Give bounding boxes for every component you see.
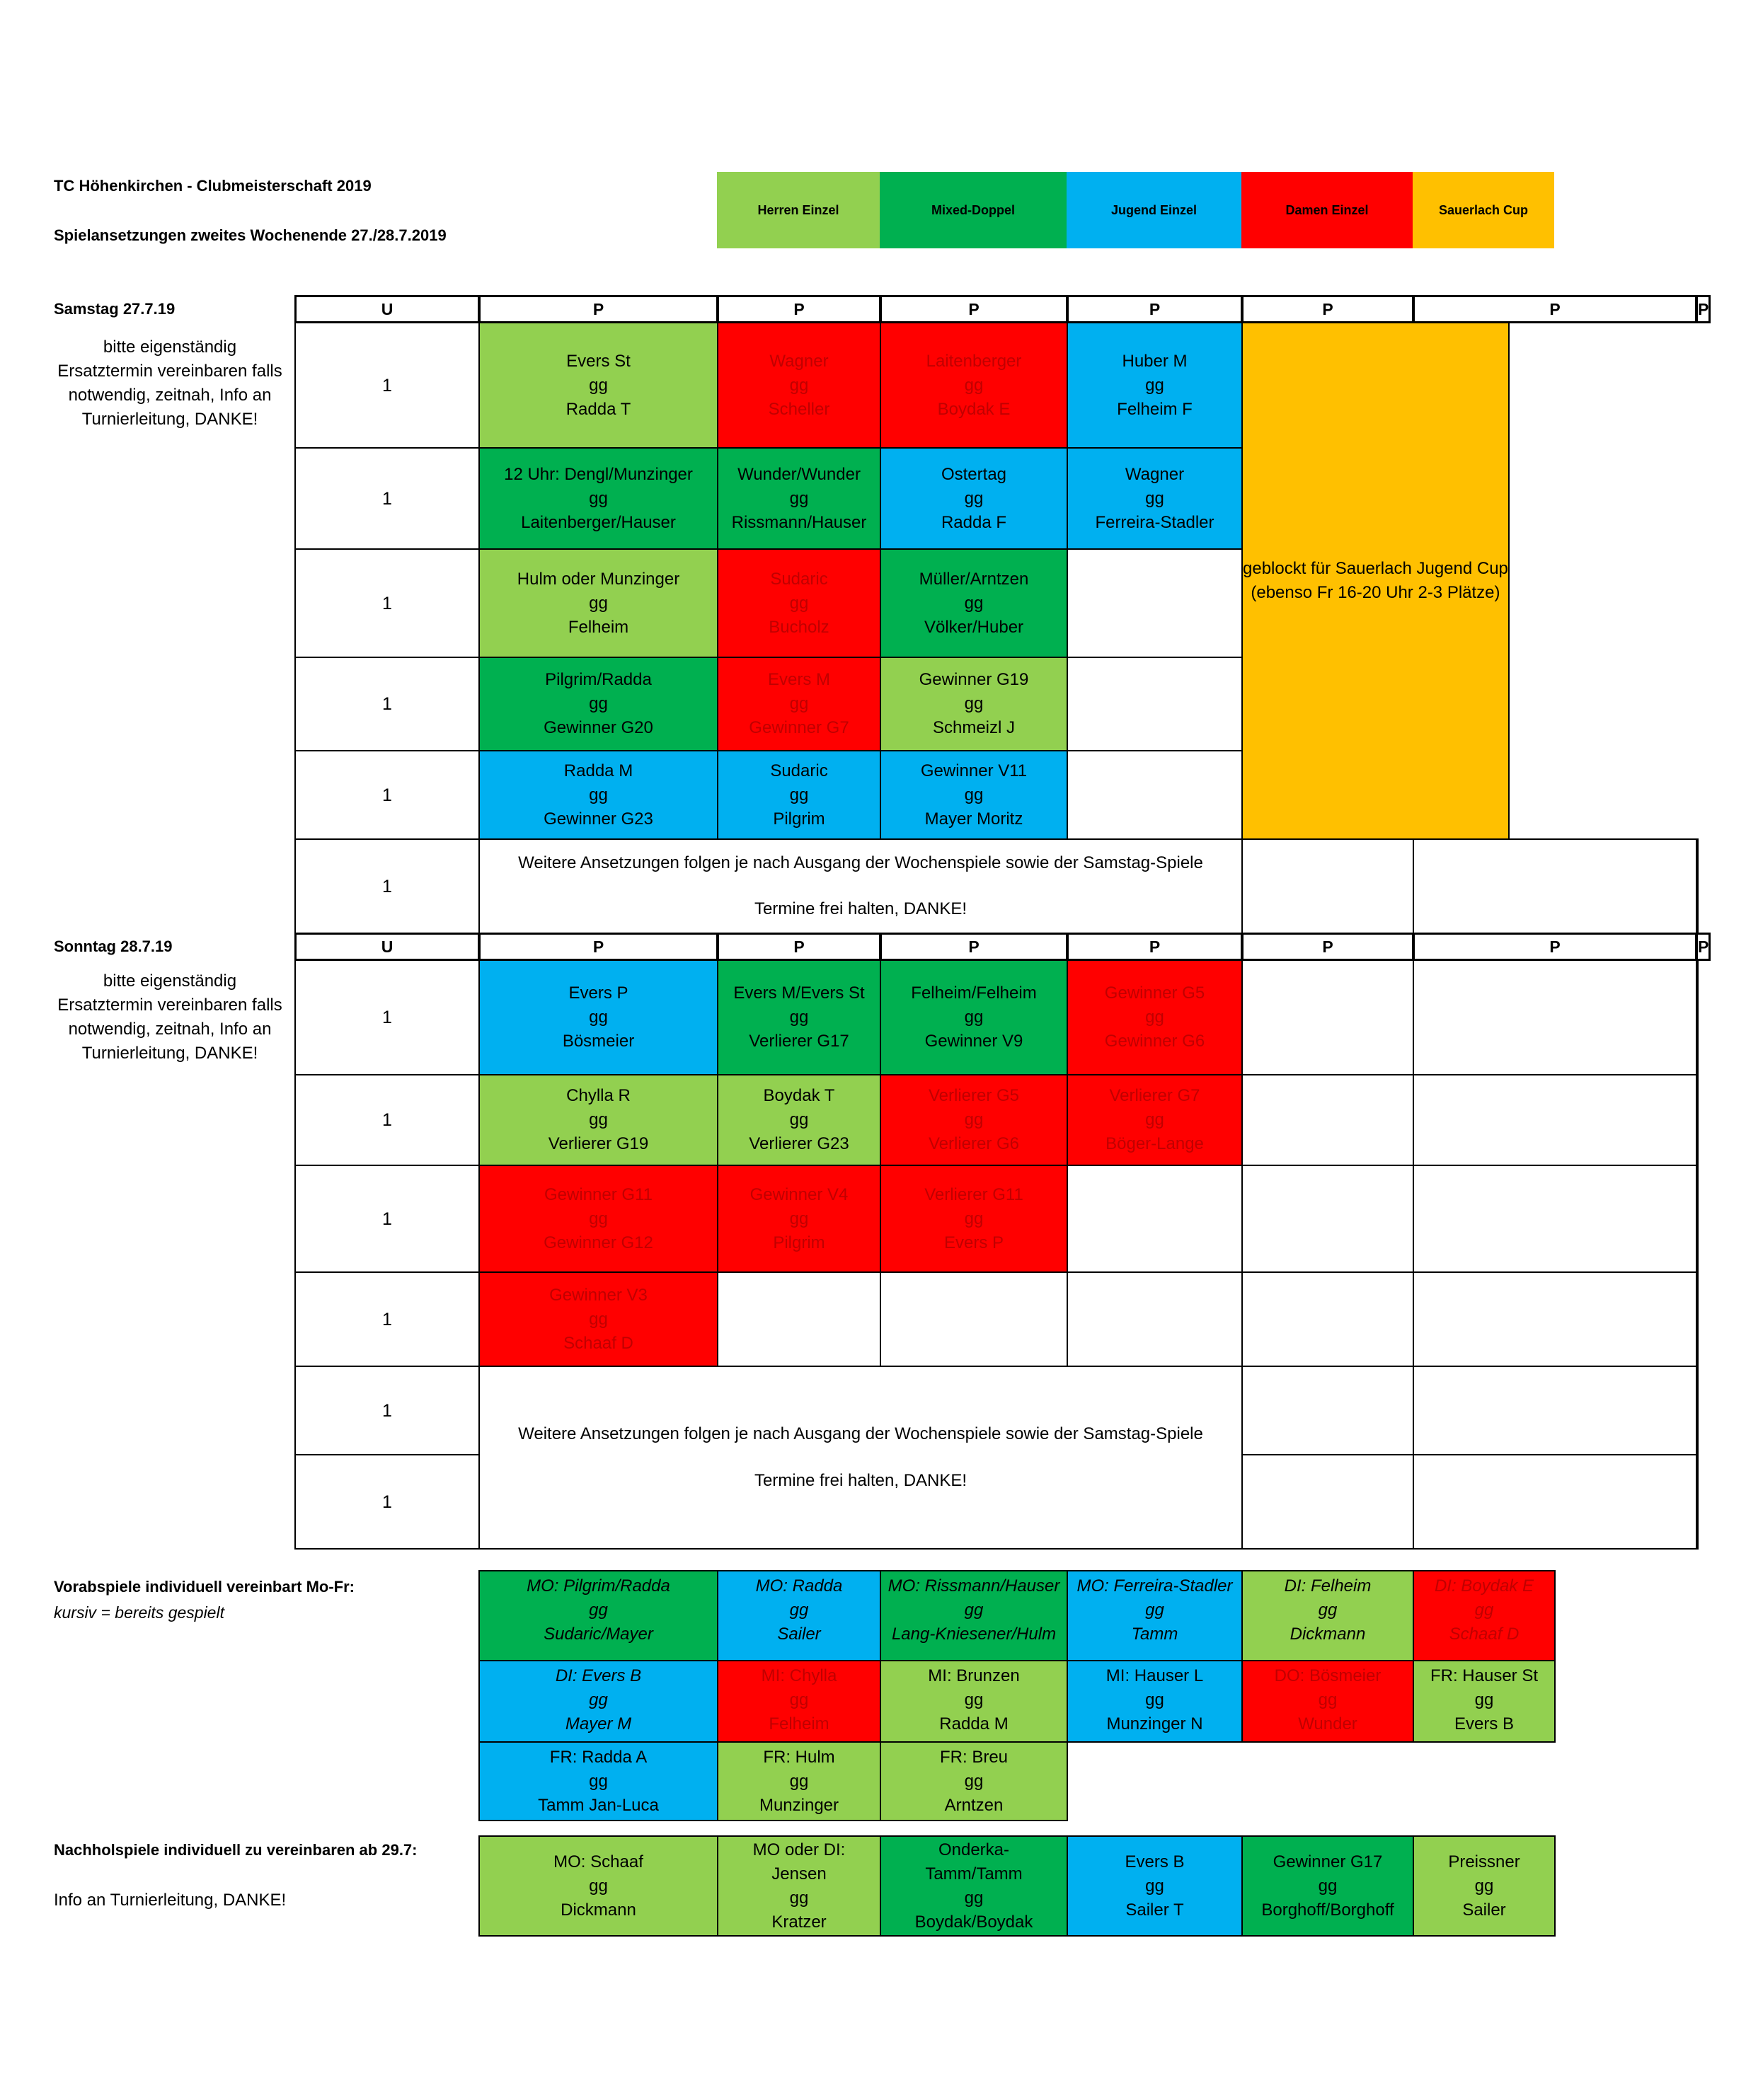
saturday-label: Samstag 27.7.19 xyxy=(54,300,176,318)
nachhol-match-3: Evers B gg Sailer T xyxy=(1067,1835,1243,1937)
sunday-header-platz-2: P xyxy=(717,933,881,961)
sunday-empty-r1-p7 xyxy=(1696,1074,1699,1166)
vorab-match-r1-c0: DI: Evers B gg Mayer M xyxy=(478,1660,718,1743)
saturday-blocked-sauerlach: geblockt für Sauerlach Jugend Cup (ebenso Fr 16-20 Uhr 2-3 Plätze) xyxy=(1241,322,1510,840)
legend-jugend-einzel: Jugend Einzel xyxy=(1067,172,1241,248)
saturday-header-platz-6: P xyxy=(1413,295,1697,323)
sunday-empty-r3-p4 xyxy=(1067,1271,1243,1367)
sunday-header-platz-3: P xyxy=(880,933,1068,961)
legend-sauerlach-cup: Sauerlach Cup xyxy=(1413,172,1554,248)
vorab-match-r0-c0: MO: Pilgrim/Radda gg Sudaric/Mayer xyxy=(478,1570,718,1661)
nachhol-match-4: Gewinner G17 gg Borghoff/Borghoff xyxy=(1241,1835,1414,1937)
sunday-empty-r2-p7 xyxy=(1696,1165,1699,1273)
page-subtitle: Spielansetzungen zweites Wochenende 27./28.7.2019 xyxy=(54,226,447,244)
legend-herren-einzel: Herren Einzel xyxy=(717,172,880,248)
sunday-time-4: 1 xyxy=(294,1366,480,1455)
saturday-time-3: 1 xyxy=(294,657,480,751)
legend-damen-einzel: Damen Einzel xyxy=(1241,172,1413,248)
saturday-note: Weitere Ansetzungen folgen je nach Ausgang der Wochenspiele sowie der Samstag-Spiele Termine frei halten, DANKE! xyxy=(478,838,1243,934)
sunday-empty-r3-p7 xyxy=(1696,1271,1699,1367)
page-title: TC Höhenkirchen - Clubmeisterschaft 2019 xyxy=(54,177,372,195)
sunday-empty-r5-p6 xyxy=(1413,1454,1697,1550)
nachhol-title: Nachholspiele individuell zu vereinbaren ab 29.7: xyxy=(54,1841,418,1859)
sunday-empty-r5-p5 xyxy=(1241,1454,1414,1550)
saturday-match-r0-p1: Evers St gg Radda T xyxy=(478,322,718,449)
sunday-side-note: bitte eigenständig Ersatztermin vereinbaren falls notwendig, zeitnah, Info an Turnierleitung, DANKE! xyxy=(57,971,282,1063)
vorab-match-r0-c3: MO: Ferreira-Stadler gg Tamm xyxy=(1067,1570,1243,1661)
saturday-match-r3-p1: Pilgrim/Radda gg Gewinner G20 xyxy=(478,657,718,751)
sunday-match-r1-p4: Verlierer G7 gg Böger-Lange xyxy=(1067,1074,1243,1166)
saturday-header-platz-1: P xyxy=(478,295,718,323)
saturday-empty-r5-p6 xyxy=(1413,838,1697,934)
sunday-empty-r2-p5 xyxy=(1241,1165,1414,1273)
sunday-empty-r3-p2 xyxy=(717,1271,881,1367)
vorab-match-r2-c1: FR: Hulm gg Munzinger xyxy=(717,1741,881,1821)
saturday-empty-r5-p5 xyxy=(1241,838,1414,934)
sunday-header-platz-1: P xyxy=(478,933,718,961)
sunday-empty-r3-p3 xyxy=(880,1271,1068,1367)
saturday-match-r0-p2: Wagner gg Scheller xyxy=(717,322,881,449)
sunday-time-3: 1 xyxy=(294,1271,480,1367)
sunday-time-0: 1 xyxy=(294,959,480,1075)
sunday-label: Sonntag 28.7.19 xyxy=(54,937,173,955)
vorab-subtitle: kursiv = bereits gespielt xyxy=(54,1603,224,1622)
sunday-header-uhrzeit: U xyxy=(294,933,480,961)
sunday-header-platz-4: P xyxy=(1067,933,1243,961)
sunday-match-r1-p2: Boydak T gg Verlierer G23 xyxy=(717,1074,881,1166)
nachhol-match-5: Preissner gg Sailer xyxy=(1413,1835,1556,1937)
vorab-match-r1-c1: MI: Chylla gg Felheim xyxy=(717,1660,881,1743)
saturday-match-r2-p1: Hulm oder Munzinger gg Felheim xyxy=(478,548,718,658)
saturday-time-1: 1 xyxy=(294,447,480,550)
sunday-time-5: 1 xyxy=(294,1454,480,1550)
saturday-match-r0-p4: Huber M gg Felheim F xyxy=(1067,322,1243,449)
saturday-time-0: 1 xyxy=(294,322,480,449)
sunday-header-platz-7: P xyxy=(1696,933,1711,961)
saturday-match-r0-p3: Laitenberger gg Boydak E xyxy=(880,322,1068,449)
sunday-empty-r1-p5 xyxy=(1241,1074,1414,1166)
vorab-title: Vorabspiele individuell vereinbart Mo-Fr: xyxy=(54,1578,355,1596)
saturday-time-5: 1 xyxy=(294,838,480,934)
sunday-empty-r4-p7 xyxy=(1696,1366,1699,1455)
saturday-side-note: bitte eigenständig Ersatztermin vereinbaren falls notwendig, zeitnah, Info an Turnierleitung, DANKE! xyxy=(57,338,282,429)
saturday-match-r1-p2: Wunder/Wunder gg Rissmann/Hauser xyxy=(717,447,881,550)
saturday-match-r1-p4: Wagner gg Ferreira-Stadler xyxy=(1067,447,1243,550)
saturday-empty-r4-p4 xyxy=(1067,750,1243,840)
saturday-match-r4-p1: Radda M gg Gewinner G23 xyxy=(478,750,718,840)
saturday-empty-r5-p7 xyxy=(1696,838,1699,934)
saturday-match-r1-p3: Ostertag gg Radda F xyxy=(880,447,1068,550)
sunday-time-2: 1 xyxy=(294,1165,480,1273)
saturday-time-4: 1 xyxy=(294,750,480,840)
vorab-match-r1-c4: DO: Bösmeier gg Wunder xyxy=(1241,1660,1414,1743)
sunday-empty-r3-p6 xyxy=(1413,1271,1697,1367)
sunday-empty-r0-p7 xyxy=(1696,959,1699,1075)
vorab-match-r0-c2: MO: Rissmann/Hauser gg Lang-Kniesener/Hulm xyxy=(880,1570,1068,1661)
sunday-match-r0-p3: Felheim/Felheim gg Gewinner V9 xyxy=(880,959,1068,1075)
saturday-match-r3-p3: Gewinner G19 gg Schmeizl J xyxy=(880,657,1068,751)
sunday-header-platz-6: P xyxy=(1413,933,1697,961)
sunday-match-r0-p4: Gewinner G5 gg Gewinner G6 xyxy=(1067,959,1243,1075)
saturday-match-r4-p3: Gewinner V11 gg Mayer Moritz xyxy=(880,750,1068,840)
legend-mixed-doppel: Mixed-Doppel xyxy=(880,172,1067,248)
vorab-match-r2-c2: FR: Breu gg Arntzen xyxy=(880,1741,1068,1821)
sunday-match-r2-p3: Verlierer G11 gg Evers P xyxy=(880,1165,1068,1273)
saturday-header-uhrzeit: U xyxy=(294,295,480,323)
sunday-empty-r5-p7 xyxy=(1696,1454,1699,1550)
saturday-match-r2-p3: Müller/Arntzen gg Völker/Huber xyxy=(880,548,1068,658)
sunday-empty-r4-p6 xyxy=(1413,1366,1697,1455)
saturday-header-platz-2: P xyxy=(717,295,881,323)
saturday-header-platz-5: P xyxy=(1241,295,1414,323)
vorab-match-r0-c1: MO: Radda gg Sailer xyxy=(717,1570,881,1661)
vorab-match-r0-c5: DI: Boydak E gg Schaaf D xyxy=(1413,1570,1556,1661)
sunday-match-r1-p3: Verlierer G5 gg Verlierer G6 xyxy=(880,1074,1068,1166)
sunday-empty-r4-p5 xyxy=(1241,1366,1414,1455)
vorab-match-r1-c3: MI: Hauser L gg Munzinger N xyxy=(1067,1660,1243,1743)
sunday-header-platz-5: P xyxy=(1241,933,1414,961)
nachhol-match-2: Onderka- Tamm/Tamm gg Boydak/Boydak xyxy=(880,1835,1068,1937)
saturday-match-r3-p2: Evers M gg Gewinner G7 xyxy=(717,657,881,751)
sunday-match-r1-p1: Chylla R gg Verlierer G19 xyxy=(478,1074,718,1166)
sunday-match-r2-p2: Gewinner V4 gg Pilgrim xyxy=(717,1165,881,1273)
nachhol-match-0: MO: Schaaf gg Dickmann xyxy=(478,1835,718,1937)
sunday-note: Weitere Ansetzungen folgen je nach Ausgang der Wochenspiele sowie der Samstag-Spiele Termine frei halten, DANKE! xyxy=(478,1366,1243,1550)
saturday-match-r1-p1: 12 Uhr: Dengl/Munzinger gg Laitenberger/Hauser xyxy=(478,447,718,550)
vorab-match-r2-c0: FR: Radda A gg Tamm Jan-Luca xyxy=(478,1741,718,1821)
vorab-match-r1-c2: MI: Brunzen gg Radda M xyxy=(880,1660,1068,1743)
sunday-empty-r1-p6 xyxy=(1413,1074,1697,1166)
sunday-empty-r0-p5 xyxy=(1241,959,1414,1075)
sunday-empty-r2-p6 xyxy=(1413,1165,1697,1273)
sunday-empty-r2-p4 xyxy=(1067,1165,1243,1273)
saturday-match-r2-p2: Sudaric gg Bucholz xyxy=(717,548,881,658)
saturday-header-platz-7: P xyxy=(1696,295,1711,323)
sunday-match-r0-p2: Evers M/Evers St gg Verlierer G17 xyxy=(717,959,881,1075)
nachhol-subtitle: Info an Turnierleitung, DANKE! xyxy=(54,1891,287,1910)
saturday-header-platz-3: P xyxy=(880,295,1068,323)
saturday-empty-r3-p4 xyxy=(1067,657,1243,751)
saturday-match-r4-p2: Sudaric gg Pilgrim xyxy=(717,750,881,840)
saturday-empty-r2-p4 xyxy=(1067,548,1243,658)
sunday-match-r0-p1: Evers P gg Bösmeier xyxy=(478,959,718,1075)
sunday-empty-r3-p5 xyxy=(1241,1271,1414,1367)
sunday-match-r2-p1: Gewinner G11 gg Gewinner G12 xyxy=(478,1165,718,1273)
saturday-time-2: 1 xyxy=(294,548,480,658)
sunday-match-r3-p1: Gewinner V3 gg Schaaf D xyxy=(478,1271,718,1367)
vorab-match-r0-c4: DI: Felheim gg Dickmann xyxy=(1241,1570,1414,1661)
sunday-time-1: 1 xyxy=(294,1074,480,1166)
sunday-empty-r0-p6 xyxy=(1413,959,1697,1075)
saturday-header-platz-4: P xyxy=(1067,295,1243,323)
nachhol-match-1: MO oder DI: Jensen gg Kratzer xyxy=(717,1835,881,1937)
vorab-match-r1-c5: FR: Hauser St gg Evers B xyxy=(1413,1660,1556,1743)
